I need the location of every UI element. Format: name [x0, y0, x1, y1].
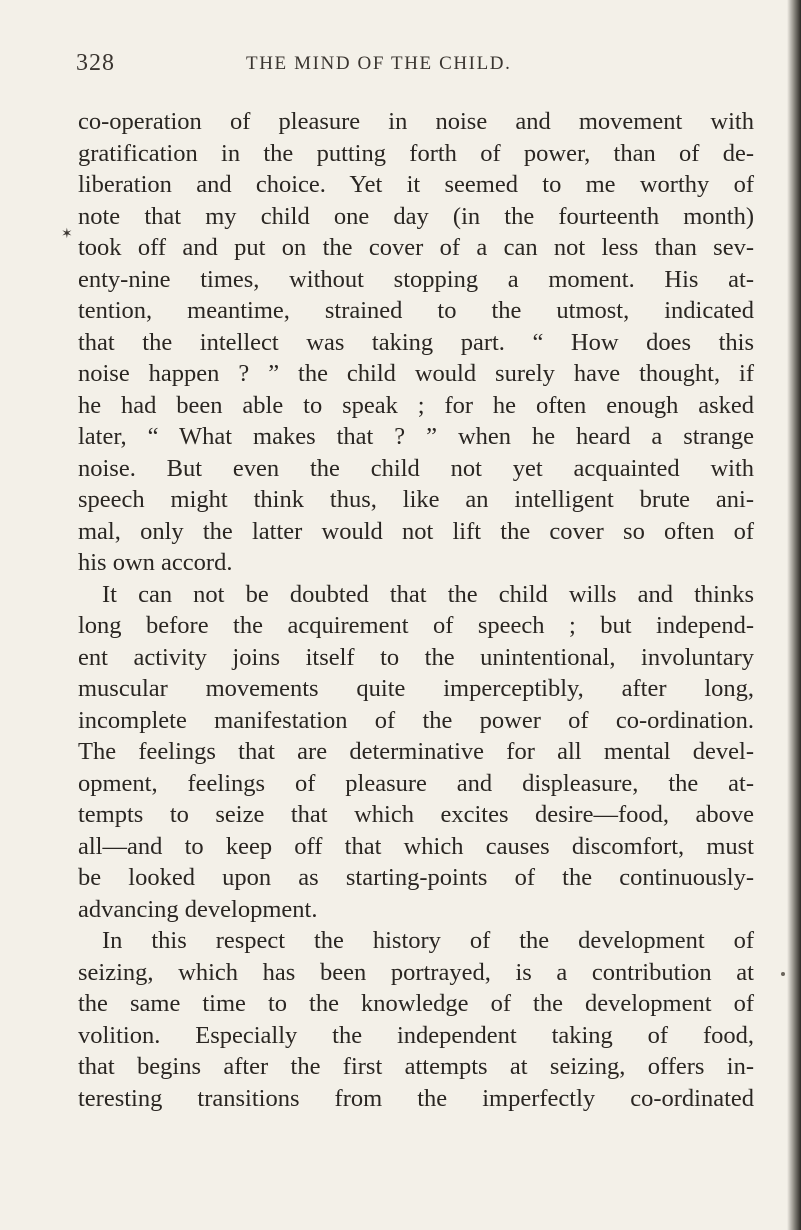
text-line: he had been able to speak ; for he often enough asked — [78, 391, 754, 419]
margin-dot — [781, 972, 785, 976]
text-line: muscular movements quite imperceptibly, after long, — [78, 675, 754, 702]
text-line: all—and to keep off that which causes discomfort, must — [78, 832, 754, 860]
text-line: tention, meantime, strained to the utmost, indicated — [78, 297, 754, 324]
text-line: mal, only the latter would not lift the cover so often of — [78, 517, 754, 545]
text-line: incomplete manifestation of the power of co-ordination. — [78, 706, 754, 734]
text-line: enty-nine times, without stopping a moment. His at- — [78, 265, 754, 293]
text-line: be looked upon as starting-points of the continuously- — [78, 864, 754, 891]
text-line: It can not be doubted that the child wills and thinks — [102, 580, 754, 608]
text-line: advancing development. — [78, 895, 318, 923]
text-line: long before the acquirement of speech ; but independ- — [78, 612, 754, 639]
text-line: his own accord. — [78, 549, 233, 576]
body-text — [78, 106, 754, 1114]
text-line: opment, feelings of pleasure and displeasure, the at- — [78, 769, 754, 797]
text-line: liberation and choice. Yet it seemed to me worthy of — [78, 171, 754, 198]
text-line: the same time to the knowledge of the development of — [78, 990, 754, 1017]
text-line: noise. But even the child not yet acquainted with — [78, 454, 754, 482]
text-line: gratification in the putting forth of power, than of de- — [78, 139, 754, 167]
text-line: that the intellect was taking part. “ How does this — [78, 328, 754, 356]
text-line: speech might think thus, like an intelligent brute ani- — [78, 486, 754, 513]
text-line: teresting transitions from the imperfectly co-ordinated — [78, 1084, 754, 1112]
text-line: that begins after the first attempts at seizing, offers in- — [78, 1053, 754, 1080]
text-line: noise happen ? ” the child would surely have thought, if — [78, 360, 754, 387]
text-line: seizing, which has been portrayed, is a contribution at — [78, 958, 754, 986]
text-line: note that my child one day (in the fourteenth month) — [78, 202, 754, 230]
text-line: ent activity joins itself to the unintentional, involuntary — [78, 643, 754, 671]
text-line: volition. Especially the independent taking of food, — [78, 1021, 754, 1049]
margin-mark: ✶ — [61, 226, 73, 242]
running-title: THE MIND OF THE CHILD. — [246, 53, 512, 74]
page-number: 328 — [76, 50, 115, 76]
text-line: tempts to seize that which excites desire—food, above — [78, 801, 754, 828]
text-line: The feelings that are determinative for all mental devel- — [78, 738, 754, 765]
text-line: took off and put on the cover of a can not less than sev- — [78, 234, 754, 261]
text-line: co-operation of pleasure in noise and movement with — [78, 108, 754, 135]
running-head — [76, 50, 754, 82]
page-edge-shadow — [787, 0, 801, 1230]
text-line: In this respect the history of the development of — [102, 927, 754, 954]
text-line: later, “ What makes that ? ” when he heard a strange — [78, 423, 754, 450]
